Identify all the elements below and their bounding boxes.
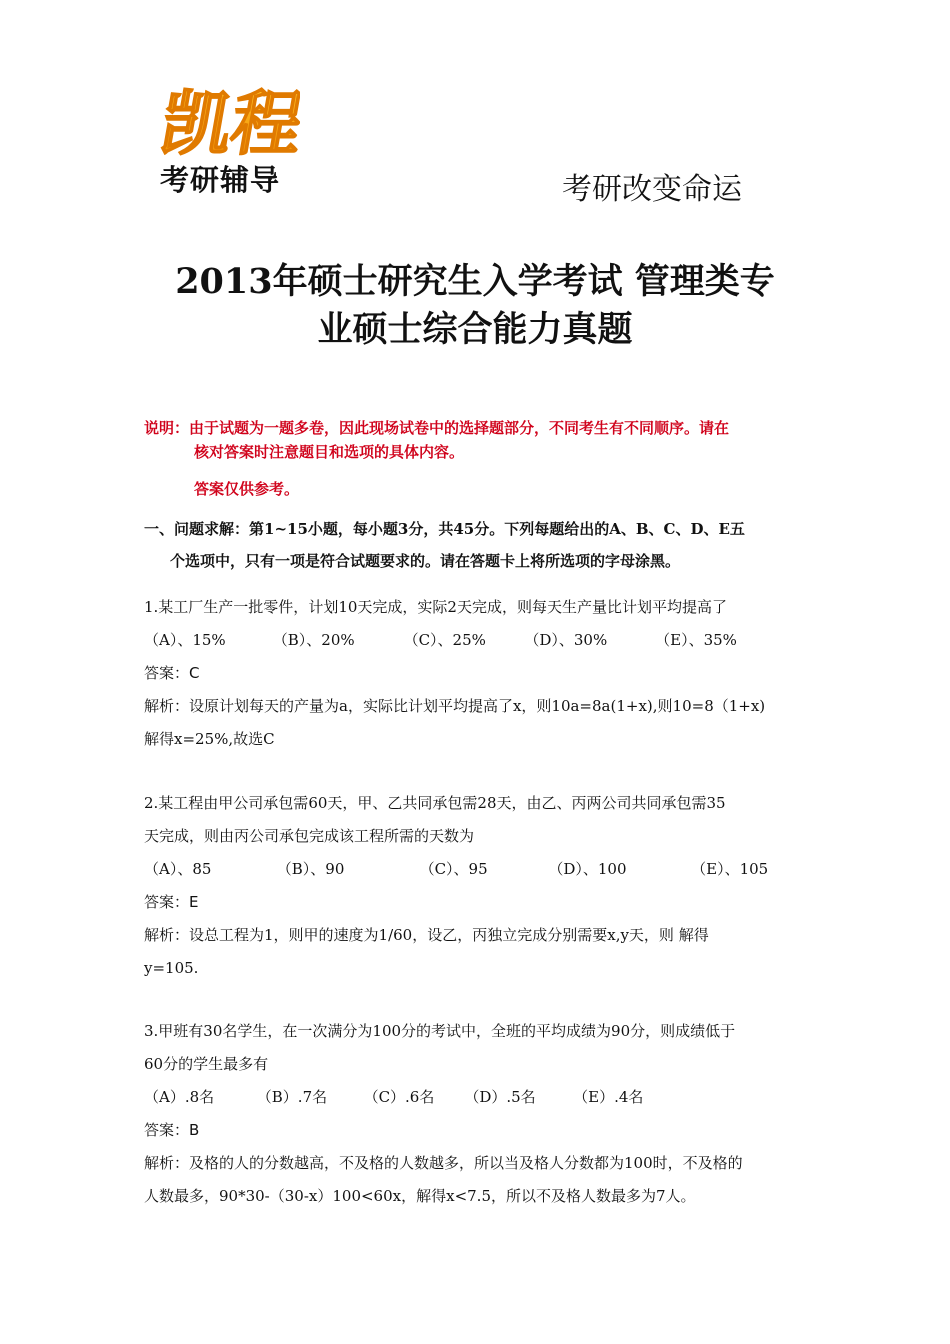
option-c: （C）、25% [403,631,486,649]
question-stem-line-1: 3.甲班有30名学生，在一次满分为100分的考试中，全班的平均成绩为90分，则成绩低于 [144,1022,736,1040]
analysis-line-2: 人数最多，90*30-（30-x）100<60x，解得x<7.5，所以不及格人数最多为7人。 [144,1187,696,1205]
option-e: （E）、105 [691,860,769,878]
option-c: （C）、95 [419,860,488,878]
answer-value: B [189,1121,200,1139]
question-stem-line-2: 60分的学生最多有 [144,1055,269,1073]
option-c: （C）.6名 [363,1088,435,1106]
option-b: （B）、20% [272,631,355,649]
question-3 [144,1015,814,1213]
option-a: （A）.8名 [144,1088,215,1106]
question-2 [144,787,814,985]
question-1 [144,591,814,756]
options-row [144,853,814,886]
question-stem: 1.某工厂生产一批零件，计划10天完成，实际2天完成，则每天生产量比计划平均提高了 [144,598,727,616]
options-row [144,1081,814,1114]
option-a: （A）、15% [144,631,226,649]
answer-line: 答案：B [144,1121,200,1139]
note-reference: 答案仅供参考。 [194,480,300,498]
analysis-line-1: 解析：设总工程为1，则甲的速度为1/60，设乙，丙独立完成分别需要x,y天，则 解得 [144,926,709,944]
question-stem-line-1: 2.某工程由甲公司承包需60天，甲、乙共同承包需28天，由乙、丙两公司共同承包需35 [144,794,726,812]
option-e: （E）.4名 [573,1088,644,1106]
note-line-1: 说明：由于试题为一题多卷，因此现场试卷中的选择题部分，不同考生有不同顺序。请在 [144,419,730,437]
question-stem-line-2: 天完成，则由丙公司承包完成该工程所需的天数为 [144,827,475,845]
answer-value: E [189,893,199,911]
title-line-1: 2013年硕士研究生入学考试 管理类专 [175,261,775,302]
section-line-2: 个选项中，只有一项是符合试题要求的。请在答题卡上将所选项的字母涂黑。 [170,552,681,570]
section-heading [144,513,816,577]
option-b: （B）.7名 [256,1088,328,1106]
analysis-line-1: 解析：及格的人的分数越高，不及格的人数越多，所以当及格人分数都为100时，不及格的 [144,1154,743,1172]
section-line-1: 一、问题求解：第1~15小题，每小题3分，共45分。下列每题给出的A、B、C、D、E五 [144,520,745,538]
option-e: （E）、35% [655,631,737,649]
options-row [144,624,814,657]
answer-line: 答案：C [144,664,200,682]
logo-subtitle: 考研辅导 [160,163,281,197]
note-line-2: 核对答案时注意题目和选项的具体内容。 [194,443,465,461]
answer-value: C [189,664,200,682]
analysis-line-2: y=105. [144,959,199,977]
option-d: （D）、100 [548,860,627,878]
title-line-2: 业硕士综合能力真题 [317,309,633,350]
analysis-line-1: 解析：设原计划每天的产量为a，实际比计划平均提高了x，则10a=8a(1+x),则10=8（1+x) [144,697,766,715]
option-b: （B）、90 [276,860,345,878]
svg-text:凯程: 凯程 [154,83,300,158]
option-d: （D）、30% [524,631,608,649]
option-d: （D）.5名 [464,1088,536,1106]
exam-note [144,416,816,464]
page-title [100,258,850,354]
analysis-line-2: 解得x=25%,故选C [144,730,275,748]
slogan: 考研改变命运 [562,172,742,207]
option-a: （A）、85 [144,860,212,878]
logo-mark-icon [150,78,300,158]
answer-line: 答案：E [144,893,199,911]
